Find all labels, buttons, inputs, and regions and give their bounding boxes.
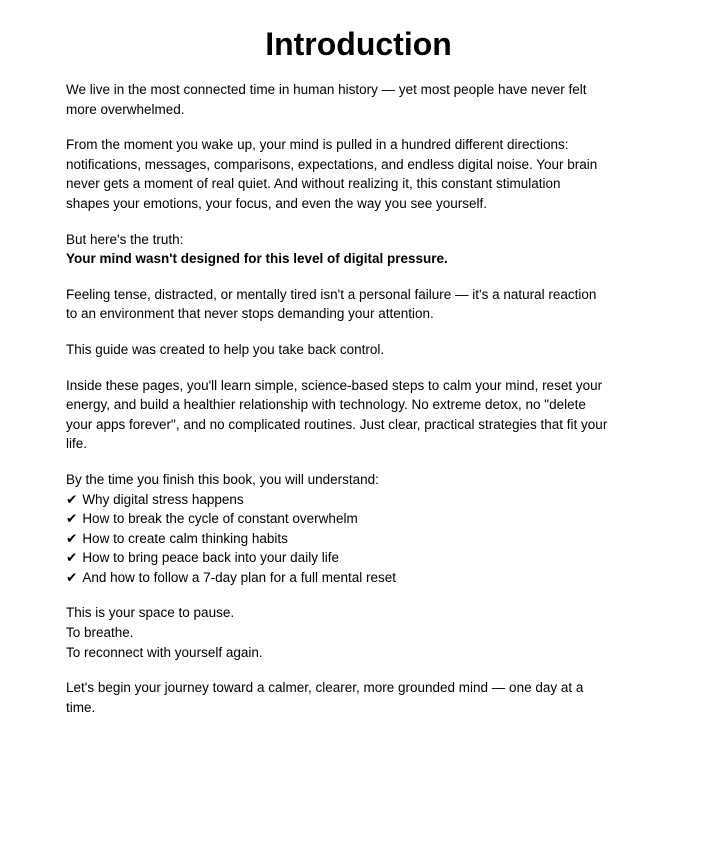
text-line: never gets a moment of real quiet. And without realizing it, this constant stimulation [66, 176, 561, 192]
checklist-block [66, 470, 664, 588]
check-icon: ✔ [66, 511, 78, 527]
text-line: To breathe. [66, 625, 134, 641]
paragraph-pause [66, 603, 664, 662]
check-icon: ✔ [66, 530, 78, 546]
text-line: to an environment that never stops demanding your attention. [66, 306, 434, 322]
text-line: your apps forever", and no complicated routines. Just clear, practical strategies that fit your [66, 416, 608, 432]
paragraph-closing [66, 678, 664, 717]
checklist-item-label: How to create calm thinking habits [82, 530, 288, 546]
text-line: Feeling tense, distracted, or mentally tired isn't a personal failure — it's a natural reaction [66, 286, 597, 302]
text-line: We live in the most connected time in human history — yet most people have never felt [66, 82, 587, 97]
checklist-item [66, 490, 664, 510]
paragraph-truth [66, 230, 664, 269]
text-line: Let's begin your journey toward a calmer, clearer, more grounded mind — one day at a [66, 680, 584, 696]
check-icon: ✔ [66, 569, 78, 585]
truth-statement: Your mind wasn't designed for this level of digital pressure. [66, 251, 448, 267]
checklist-item-label: And how to follow a 7-day plan for a full mental reset [82, 569, 396, 585]
text-line: To reconnect with yourself again. [66, 644, 263, 660]
paragraph-reassurance [66, 285, 664, 324]
paragraph-context [66, 135, 664, 213]
text-line: more overwhelmed. [66, 101, 185, 117]
checklist-intro: By the time you finish this book, you will understand: [66, 471, 379, 487]
page-title: Introduction [265, 26, 452, 62]
text-line: Inside these pages, you'll learn simple, science-based steps to calm your mind, reset your [66, 377, 603, 393]
paragraph-opening [66, 80, 664, 119]
text-line: This guide was created to help you take back control. [66, 341, 385, 357]
checklist-item-label: How to break the cycle of constant overwhelm [82, 511, 358, 527]
checklist-item [66, 529, 664, 549]
checklist-item [66, 509, 664, 529]
paragraph-purpose [66, 340, 664, 360]
text-line: notifications, messages, comparisons, expectations, and endless digital noise. Your brain [66, 156, 598, 172]
checklist-item-label: How to bring peace back into your daily life [82, 550, 339, 566]
checklist-item [66, 568, 664, 588]
text-line: shapes your emotions, your focus, and even the way you see yourself. [66, 195, 487, 211]
text-line: But here's the truth: [66, 231, 184, 247]
checklist-item [66, 548, 664, 568]
checklist-item-label: Why digital stress happens [82, 491, 244, 507]
check-icon: ✔ [66, 550, 78, 566]
text-line: time. [66, 699, 96, 715]
text-line: energy, and build a healthier relationship with technology. No extreme detox, no "delete [66, 397, 586, 413]
text-line: life. [66, 436, 88, 452]
check-icon: ✔ [66, 491, 78, 507]
text-line: This is your space to pause. [66, 605, 235, 621]
text-line: From the moment you wake up, your mind is pulled in a hundred different directions: [66, 137, 569, 153]
paragraph-inside-pages [66, 376, 664, 454]
document-page [0, 28, 704, 860]
